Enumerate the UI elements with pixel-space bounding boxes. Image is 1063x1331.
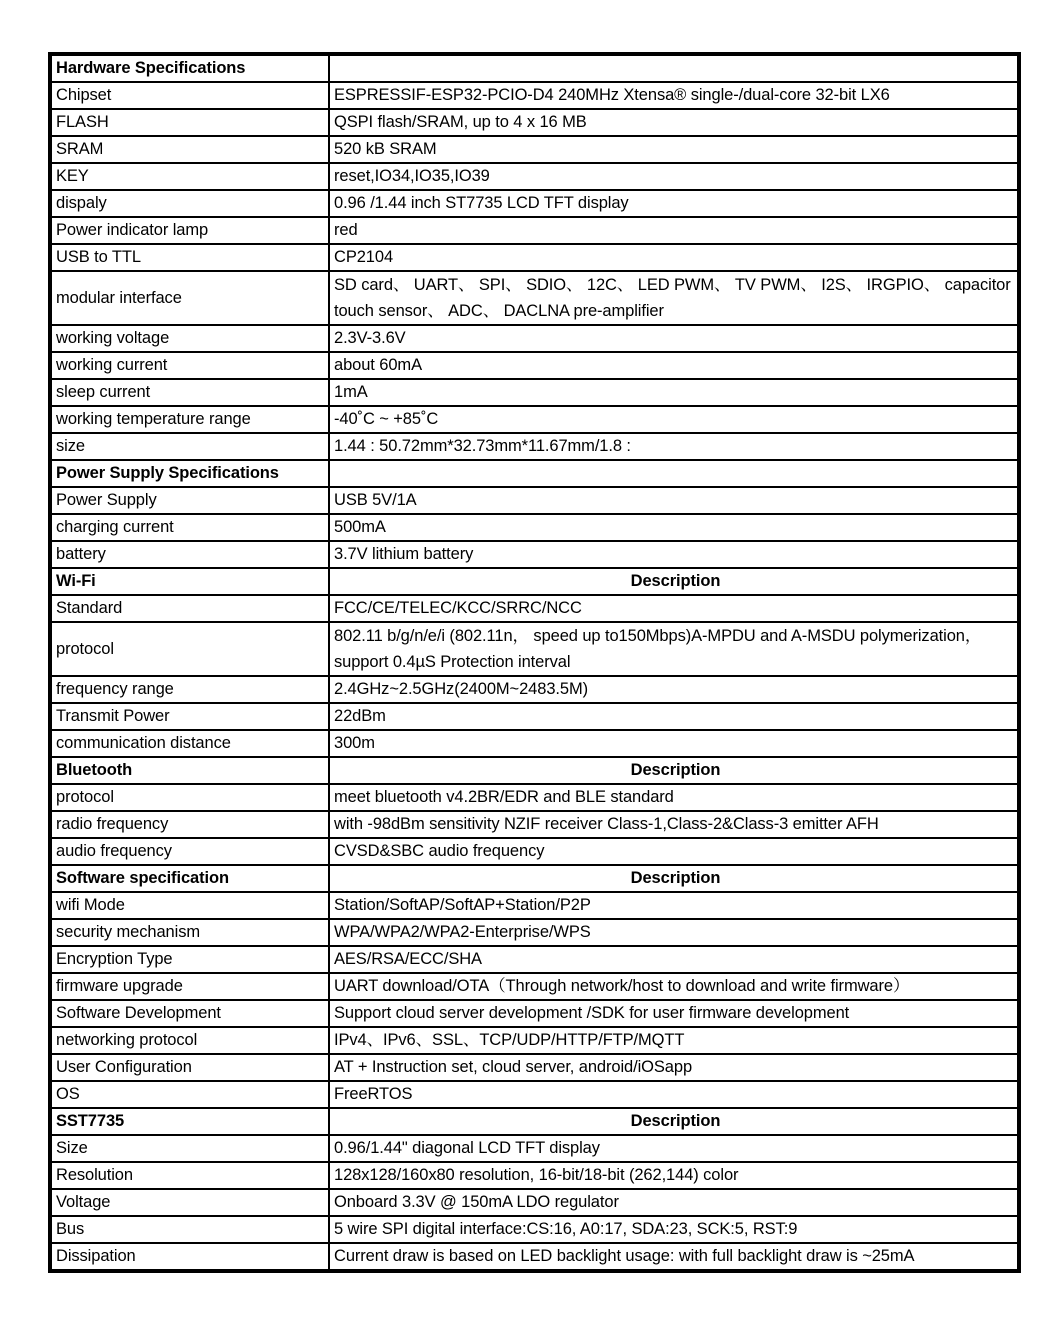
spec-value: 22dBm	[329, 703, 1019, 730]
spec-value: with -98dBm sensitivity NZIF receiver Class-1,Class-2&Class-3 emitter AFH	[329, 811, 1019, 838]
table-row	[50, 919, 1019, 946]
table-row	[50, 676, 1019, 703]
section-header-software-specification	[50, 865, 1019, 892]
table-row	[50, 217, 1019, 244]
spec-value: Support cloud server development /SDK for user firmware development	[329, 1000, 1019, 1027]
spec-value: FCC/CE/TELEC/KCC/SRRC/NCC	[329, 595, 1019, 622]
spec-label: wifi Mode	[50, 892, 329, 919]
spec-label: frequency range	[50, 676, 329, 703]
spec-value: 128x128/160x80 resolution, 16-bit/18-bit (262,144) color	[329, 1162, 1019, 1189]
table-row	[50, 82, 1019, 109]
spec-value: Current draw is based on LED backlight usage: with full backlight draw is ~25mA	[329, 1243, 1019, 1271]
table-row	[50, 433, 1019, 460]
spec-value: 2.3V-3.6V	[329, 325, 1019, 352]
spec-value: 3.7V lithium battery	[329, 541, 1019, 568]
spec-value: red	[329, 217, 1019, 244]
spec-label: security mechanism	[50, 919, 329, 946]
section-description-header	[329, 460, 1019, 487]
spec-value: WPA/WPA2/WPA2-Enterprise/WPS	[329, 919, 1019, 946]
table-row	[50, 352, 1019, 379]
table-row	[50, 622, 1019, 676]
spec-value: SD card、 UART、 SPI、 SDIO、 12C、 LED PWM、 TV PWM、 I2S、 IRGPIO、 capacitor touch sensor、 ADC、 DACLNA pre-amplifier	[329, 271, 1019, 325]
table-row	[50, 1189, 1019, 1216]
spec-label: radio frequency	[50, 811, 329, 838]
spec-label: networking protocol	[50, 1027, 329, 1054]
table-row	[50, 946, 1019, 973]
spec-label: Standard	[50, 595, 329, 622]
section-title: Bluetooth	[50, 757, 329, 784]
section-header-sst7735	[50, 1108, 1019, 1135]
section-header-bluetooth	[50, 757, 1019, 784]
table-row	[50, 838, 1019, 865]
spec-value: 2.4GHz~2.5GHz(2400M~2483.5M)	[329, 676, 1019, 703]
spec-label: Power Supply	[50, 487, 329, 514]
table-row	[50, 1216, 1019, 1243]
spec-value: 520 kB SRAM	[329, 136, 1019, 163]
table-row	[50, 271, 1019, 325]
spec-value: ESPRESSIF-ESP32-PCIO-D4 240MHz Xtensa® single-/dual-core 32-bit LX6	[329, 82, 1019, 109]
spec-value: 1mA	[329, 379, 1019, 406]
spec-label: Power indicator lamp	[50, 217, 329, 244]
spec-value: about 60mA	[329, 352, 1019, 379]
spec-value: reset,IO34,IO35,IO39	[329, 163, 1019, 190]
table-row	[50, 784, 1019, 811]
spec-label: User Configuration	[50, 1054, 329, 1081]
spec-value: meet bluetooth v4.2BR/EDR and BLE standard	[329, 784, 1019, 811]
spec-label: charging current	[50, 514, 329, 541]
spec-value: QSPI flash/SRAM, up to 4 x 16 MB	[329, 109, 1019, 136]
section-title: Wi-Fi	[50, 568, 329, 595]
table-row	[50, 109, 1019, 136]
spec-value: UART download/OTA（Through network/host to download and write firmware）	[329, 973, 1019, 1000]
spec-label: firmware upgrade	[50, 973, 329, 1000]
section-description-header: Description	[329, 568, 1019, 595]
section-header-power-supply-specifications	[50, 460, 1019, 487]
spec-label: protocol	[50, 784, 329, 811]
spec-label: SRAM	[50, 136, 329, 163]
spec-value: 5 wire SPI digital interface:CS:16, A0:17, SDA:23, SCK:5, RST:9	[329, 1216, 1019, 1243]
spec-label: KEY	[50, 163, 329, 190]
table-row	[50, 244, 1019, 271]
spec-value: CP2104	[329, 244, 1019, 271]
spec-label: USB to TTL	[50, 244, 329, 271]
spec-table-body	[50, 54, 1019, 1271]
spec-label: size	[50, 433, 329, 460]
spec-value: IPv4、IPv6、SSL、TCP/UDP/HTTP/FTP/MQTT	[329, 1027, 1019, 1054]
section-title: SST7735	[50, 1108, 329, 1135]
spec-label: Bus	[50, 1216, 329, 1243]
spec-value: Station/SoftAP/SoftAP+Station/P2P	[329, 892, 1019, 919]
section-header-hardware-specifications	[50, 54, 1019, 82]
spec-label: sleep current	[50, 379, 329, 406]
section-title: Software specification	[50, 865, 329, 892]
spec-value: 802.11 b/g/n/e/i (802.11n， speed up to150Mbps)A-MPDU and A-MSDU polymerization， support 0.4µS Protection interval	[329, 622, 1019, 676]
spec-label: Size	[50, 1135, 329, 1162]
spec-value: CVSD&SBC audio frequency	[329, 838, 1019, 865]
table-row	[50, 1054, 1019, 1081]
table-row	[50, 163, 1019, 190]
spec-label: audio frequency	[50, 838, 329, 865]
spec-label: working temperature range	[50, 406, 329, 433]
table-row	[50, 730, 1019, 757]
spec-value: 0.96 /1.44 inch ST7735 LCD TFT display	[329, 190, 1019, 217]
spec-value: -40˚C ~ +85˚C	[329, 406, 1019, 433]
spec-value: 1.44 : 50.72mm*32.73mm*11.67mm/1.8 :	[329, 433, 1019, 460]
spec-label: working voltage	[50, 325, 329, 352]
table-row	[50, 541, 1019, 568]
section-title: Hardware Specifications	[50, 54, 329, 82]
section-description-header	[329, 54, 1019, 82]
spec-table	[48, 52, 1021, 1273]
table-row	[50, 514, 1019, 541]
spec-value: AT + Instruction set, cloud server, android/iOSapp	[329, 1054, 1019, 1081]
table-row	[50, 1027, 1019, 1054]
spec-label: protocol	[50, 622, 329, 676]
spec-value: 0.96/1.44" diagonal LCD TFT display	[329, 1135, 1019, 1162]
spec-label: Dissipation	[50, 1243, 329, 1271]
table-row	[50, 406, 1019, 433]
spec-value: FreeRTOS	[329, 1081, 1019, 1108]
table-row	[50, 703, 1019, 730]
table-row	[50, 190, 1019, 217]
spec-label: battery	[50, 541, 329, 568]
table-row	[50, 379, 1019, 406]
section-header-wi-fi	[50, 568, 1019, 595]
table-row	[50, 1135, 1019, 1162]
spec-value: Onboard 3.3V @ 150mA LDO regulator	[329, 1189, 1019, 1216]
table-row	[50, 1081, 1019, 1108]
spec-label: communication distance	[50, 730, 329, 757]
spec-label: dispaly	[50, 190, 329, 217]
table-row	[50, 1162, 1019, 1189]
spec-label: modular interface	[50, 271, 329, 325]
section-description-header: Description	[329, 865, 1019, 892]
spec-label: FLASH	[50, 109, 329, 136]
spec-label: Resolution	[50, 1162, 329, 1189]
table-row	[50, 487, 1019, 514]
section-title: Power Supply Specifications	[50, 460, 329, 487]
table-row	[50, 1243, 1019, 1271]
spec-label: Transmit Power	[50, 703, 329, 730]
spec-label: Software Development	[50, 1000, 329, 1027]
spec-value: 300m	[329, 730, 1019, 757]
table-row	[50, 892, 1019, 919]
table-row	[50, 1000, 1019, 1027]
spec-label: Chipset	[50, 82, 329, 109]
spec-label: working current	[50, 352, 329, 379]
spec-label: Encryption Type	[50, 946, 329, 973]
spec-value: 500mA	[329, 514, 1019, 541]
section-description-header: Description	[329, 757, 1019, 784]
section-description-header: Description	[329, 1108, 1019, 1135]
spec-label: Voltage	[50, 1189, 329, 1216]
table-row	[50, 811, 1019, 838]
table-row	[50, 325, 1019, 352]
spec-label: OS	[50, 1081, 329, 1108]
spec-value: AES/RSA/ECC/SHA	[329, 946, 1019, 973]
table-row	[50, 973, 1019, 1000]
table-row	[50, 595, 1019, 622]
spec-value: USB 5V/1A	[329, 487, 1019, 514]
table-row	[50, 136, 1019, 163]
